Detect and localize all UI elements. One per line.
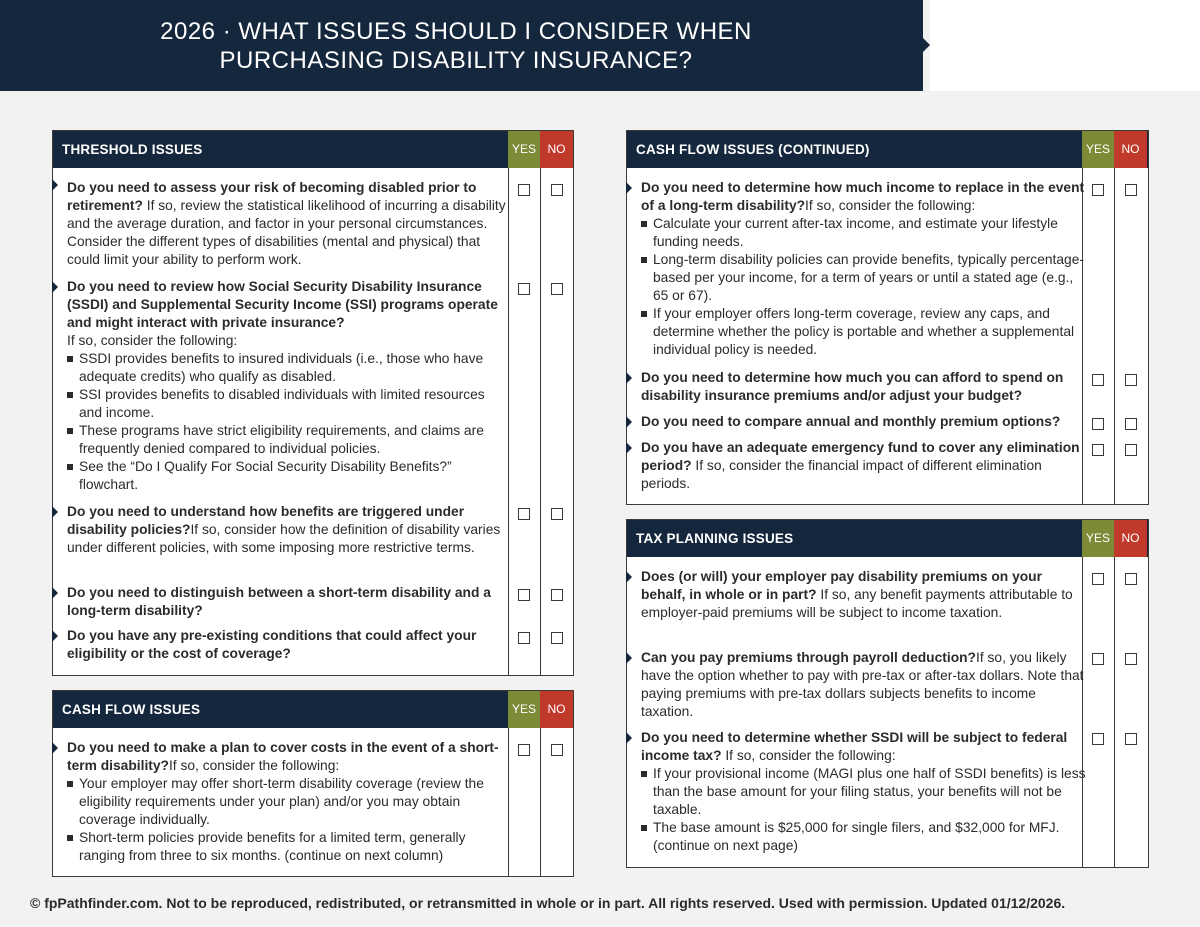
bullet-item: Calculate your current after-tax income, and estimate your lifestyle funding needs.: [641, 215, 1086, 251]
row-marker-icon: [626, 372, 632, 384]
cash-flow-issues-panel: [52, 690, 574, 877]
row-marker-icon: [52, 281, 58, 293]
panel-title: CASH FLOW ISSUES (CONTINUED): [636, 142, 870, 157]
row-marker-icon: [626, 732, 632, 744]
question-item: [641, 568, 1086, 622]
yes-checkbox[interactable]: [518, 508, 530, 520]
row-marker-icon: [626, 182, 632, 194]
question-text: Do you need to compare annual and monthly premium options?: [641, 414, 1061, 429]
yes-checkbox[interactable]: [518, 744, 530, 756]
panel-title: THRESHOLD ISSUES: [62, 142, 203, 157]
bullet-list: [641, 765, 1086, 855]
bullet-item: Your employer may offer short-term disability coverage (review the eligibility requirements under your plan) and/or you may obtain coverage individually.: [67, 775, 512, 829]
page-title-line2: PURCHASING DISABILITY INSURANCE?: [219, 47, 693, 74]
question-text: Do you need to determine whether SSDI will be subject to federal income tax?: [641, 730, 1068, 763]
question-item: [641, 649, 1086, 721]
question-item: [67, 179, 512, 269]
question-item: [641, 729, 1086, 855]
cash-flow-continued-panel: [626, 130, 1149, 505]
yes-checkbox[interactable]: [1092, 444, 1104, 456]
column-divider: [1114, 168, 1115, 504]
header-blank-area: [930, 0, 1200, 91]
panel-title: TAX PLANNING ISSUES: [636, 531, 794, 546]
bullet-item: These programs have strict eligibility requirements, and claims are frequently denied compared to individual policies.: [67, 422, 507, 458]
no-checkbox[interactable]: [551, 508, 563, 520]
panel-header: [627, 131, 1148, 168]
bullet-item: If your provisional income (MAGI plus one half of SSDI benefits) is less than the base amount for your filing status, your benefits will not be taxable.: [641, 765, 1086, 819]
page-header: [0, 0, 923, 91]
yes-checkbox[interactable]: [518, 184, 530, 196]
panel-header: [627, 520, 1148, 557]
question-detail: If so, consider the following:: [67, 333, 238, 348]
no-column-header: NO: [1114, 131, 1147, 168]
no-column-header: NO: [1114, 520, 1147, 557]
question-text: Can you pay premiums through payroll deduction?: [641, 650, 976, 665]
row-marker-icon: [626, 442, 632, 454]
yes-checkbox[interactable]: [518, 632, 530, 644]
bullet-item: The base amount is $25,000 for single filers, and $32,000 for MFJ. (continue on next page): [641, 819, 1086, 855]
no-checkbox[interactable]: [1125, 444, 1137, 456]
page-title-line1: 2026 · WHAT ISSUES SHOULD I CONSIDER WHEN: [160, 18, 752, 45]
question-detail: If so, consider the following:: [168, 758, 340, 773]
bullet-item: SSI provides benefits to disabled individuals with limited resources and income.: [67, 386, 507, 422]
question-item: [67, 278, 507, 494]
question-text: Do you need to review how Social Security Disability Insurance (SSDI) and Supplemental Security Income (SSI) programs operate and might interact with private insurance?: [67, 279, 498, 330]
bullet-list: [67, 350, 507, 494]
column-divider: [540, 168, 541, 675]
question-item: [641, 369, 1081, 405]
bullet-list: [67, 775, 512, 865]
no-checkbox[interactable]: [551, 283, 563, 295]
bullet-item: Short-term policies provide benefits for a limited term, generally ranging from three to six months. (continue on next column): [67, 829, 512, 865]
question-item: [641, 439, 1091, 493]
question-item: [67, 584, 497, 620]
question-detail: If so, consider how the definition of disability varies under different policies, with some imposing more restrictive terms.: [67, 522, 501, 555]
panel-header: [53, 691, 573, 728]
no-checkbox[interactable]: [1125, 573, 1137, 585]
panel-header: [53, 131, 573, 168]
question-item: [67, 503, 507, 557]
bullet-item: Long-term disability policies can provide benefits, typically percentage-based per your income, for a term of years or until a stated age (e.g., 65 or 67).: [641, 251, 1086, 305]
tax-planning-issues-panel: [626, 519, 1149, 868]
column-divider: [1114, 557, 1115, 867]
yes-checkbox[interactable]: [1092, 573, 1104, 585]
question-detail: If so, consider the following:: [805, 198, 976, 213]
yes-column-header: YES: [1082, 520, 1114, 557]
question-text: Do you need to understand how benefits are triggered under disability policies?: [67, 504, 465, 537]
yes-column-header: YES: [508, 131, 540, 168]
yes-checkbox[interactable]: [1092, 733, 1104, 745]
yes-checkbox[interactable]: [1092, 653, 1104, 665]
copyright-footer: © fpPathfinder.com. Not to be reproduced, redistributed, or retransmitted in whole or in part. All rights reserved. Used with permission. Updated 01/12/2026.: [30, 895, 1066, 911]
threshold-issues-panel: [52, 130, 574, 676]
no-checkbox[interactable]: [1125, 653, 1137, 665]
yes-checkbox[interactable]: [1092, 184, 1104, 196]
no-checkbox[interactable]: [551, 589, 563, 601]
question-detail: If so, consider the financial impact of different elimination periods.: [641, 458, 1042, 491]
yes-checkbox[interactable]: [1092, 418, 1104, 430]
row-marker-icon: [52, 587, 58, 599]
bullet-item: SSDI provides benefits to insured individuals (i.e., those who have adequate credits) who qualify as disabled.: [67, 350, 507, 386]
row-marker-icon: [52, 179, 58, 191]
question-item: [67, 627, 507, 663]
question-detail: If so, any benefit payments attributable to employer-paid premiums will be subject to income taxation.: [641, 587, 1073, 620]
question-item: [641, 413, 1091, 431]
row-marker-icon: [626, 652, 632, 664]
question-text: Does (or will) your employer pay disability premiums on your behalf, in whole or in part?: [641, 569, 1042, 602]
question-detail: If so, you likely have the option whether to pay with pre-tax or after-tax dollars. Note that paying premiums with pre-tax dollars subjects benefits to income taxation.: [641, 650, 1084, 719]
no-checkbox[interactable]: [551, 632, 563, 644]
question-text: Do you have an adequate emergency fund to cover any elimination period?: [641, 440, 1080, 473]
yes-column-header: YES: [1082, 131, 1114, 168]
no-column-header: NO: [540, 691, 573, 728]
question-text: Do you have any pre-existing conditions that could affect your eligibility or the cost of coverage?: [67, 628, 477, 661]
header-arrow-icon: [923, 38, 930, 52]
panel-title: CASH FLOW ISSUES: [62, 702, 201, 717]
question-item: [641, 179, 1086, 359]
no-checkbox[interactable]: [1125, 374, 1137, 386]
bullet-item: See the “Do I Qualify For Social Security Disability Benefits?” flowchart.: [67, 458, 507, 494]
no-column-header: NO: [540, 131, 573, 168]
question-text: Do you need to determine how much income to replace in the event of a long-term disability?: [641, 180, 1085, 213]
row-marker-icon: [52, 742, 58, 754]
yes-checkbox[interactable]: [518, 589, 530, 601]
no-checkbox[interactable]: [1125, 733, 1137, 745]
page-title: [0, 17, 912, 75]
no-checkbox[interactable]: [1125, 184, 1137, 196]
yes-checkbox[interactable]: [1092, 374, 1104, 386]
bullet-item: If your employer offers long-term coverage, review any caps, and determine whether the policy is portable and whether a supplemental individual policy is needed.: [641, 305, 1086, 359]
no-checkbox[interactable]: [551, 744, 563, 756]
no-checkbox[interactable]: [1125, 418, 1137, 430]
column-divider: [540, 728, 541, 876]
question-text: Do you need to distinguish between a short-term disability and a long-term disability?: [67, 585, 491, 618]
yes-column-header: YES: [508, 691, 540, 728]
yes-checkbox[interactable]: [518, 283, 530, 295]
row-marker-icon: [626, 571, 632, 583]
question-text: Do you need to determine how much you can afford to spend on disability insurance premiums and/or adjust your budget?: [641, 370, 1064, 403]
question-item: [67, 739, 512, 865]
question-text: Do you need to make a plan to cover costs in the event of a short-term disability?: [67, 740, 499, 773]
no-checkbox[interactable]: [551, 184, 563, 196]
question-detail: If so, consider the following:: [721, 748, 896, 763]
question-detail: If so, review the statistical likelihood of incurring a disability and the average duration, and factor in your personal circumstances. Consider the different types of disabilities (mental and physical) that could limit your ability to perform work.: [67, 198, 506, 267]
row-marker-icon: [52, 506, 58, 518]
row-marker-icon: [52, 630, 58, 642]
bullet-list: [641, 215, 1086, 359]
question-text: Do you need to assess your risk of becoming disabled prior to retirement?: [67, 180, 477, 213]
row-marker-icon: [626, 416, 632, 428]
